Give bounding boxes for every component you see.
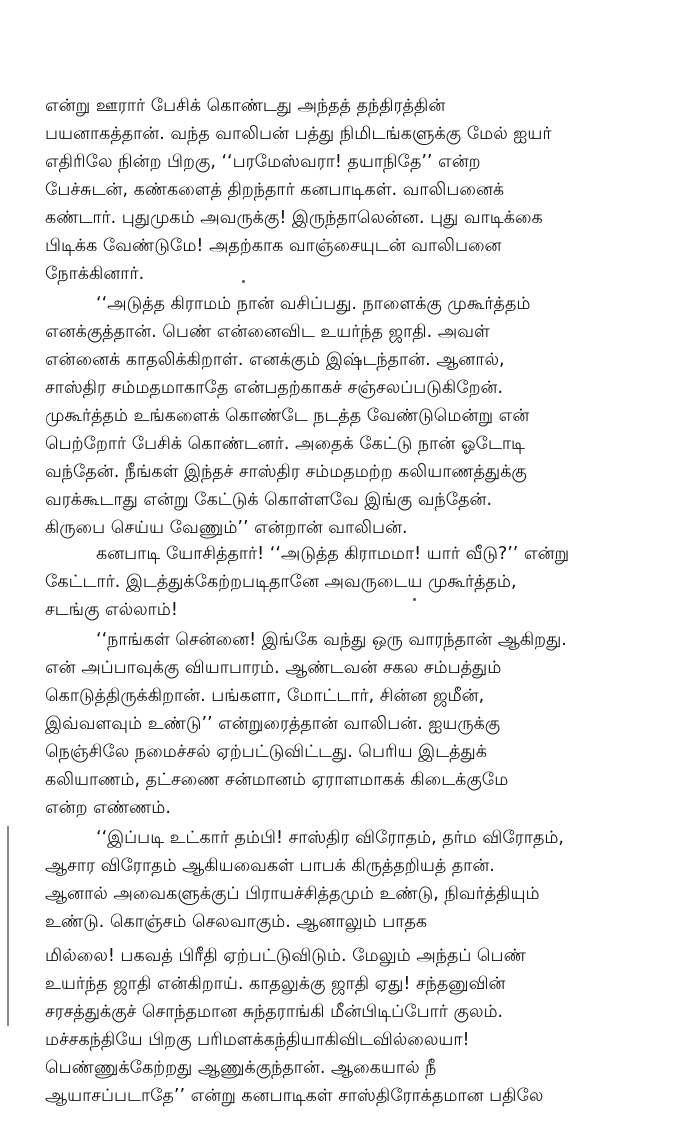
text-line: ‘‘இப்படி உட்கார் தம்பி! சாஸ்திர விரோதம், தர்ம விரோதம், [96,828,564,848]
text-line: நெஞ்சிலே நமைச்சல் ஏற்பட்டுவிட்டது. பெரிய இடத்துக் [45,742,487,762]
text-line: சடங்கு எல்லாம்! [45,600,178,620]
text-line: உண்டு. கொஞ்சம் செலவாகும். ஆனாலும் பாதக [45,912,428,932]
text-line: சரசத்துக்குச் சொந்தமான சுந்தராங்கி மீன்பிடிப்போர் குலம். [45,1002,504,1022]
text-line: வந்தேன். நீங்கள் இந்தச் சாஸ்திர சம்மதமற்ற கலியாணத்துக்கு [45,462,527,482]
text-line: மச்சகந்தியே பிறகு பரிமளக்கந்தியாகிவிடவில்லையா! [45,1030,470,1050]
text-line: என் அப்பாவுக்கு வியாபாரம். ஆண்டவன் சகல சம்பத்தும் [45,658,502,678]
text-line: என்று ஊரார் பேசிக் கொண்டது அந்தத் தந்திரத்தின் [45,96,446,116]
text-line: ‘‘நாங்கள் சென்னை! இங்கே வந்து ஒரு வாரந்தான் ஆகிறது. [96,630,567,650]
text-line: ஆயாசப்படாதே’’ என்று கனபாடிகள் சாஸ்திரோக்தமான பதிலே [45,1086,544,1106]
text-line: சாஸ்திர சம்மதமாகாதே என்பதற்காகச் சஞ்சலப்படுகிறேன். [45,378,504,398]
text-line: உயர்ந்த ஜாதி என்கிறாய். காதலுக்கு ஜாதி ஏது! சந்தனுவின் [45,974,506,994]
text-line: நோக்கினார். [45,264,145,284]
text-line: ஆனால் அவைகளுக்குப் பிராயச்சித்தமும் உண்டு, நிவர்த்தியும் [45,884,540,904]
text-line: எதிரிலே நின்ற பிறகு, ‘‘பரமேஸ்வரா! தயாநிதே’’ என்ற [45,152,481,172]
text-line: கொடுத்திருக்கிறான். பங்களா, மோட்டார், சின்ன ஜமீன், [45,686,485,706]
text-line: என்னைக் காதலிக்கிறாள். எனக்கும் இஷ்டந்தான். ஆனால், [45,350,505,370]
text-line: கண்டார். புதுமுகம் அவருக்கு! இருந்தாலென்ன. புது வாடிக்கை [45,208,543,228]
text-line: இவ்வளவும் உண்டு’’ என்றுரைத்தான் வாலிபன். ஐயருக்கு [45,714,501,734]
text-line: பெண்ணுக்கேற்றது ஆணுக்குந்தான். ஆகையால் நீ [45,1058,437,1078]
text-line: கலியாணம், தட்சணை சன்மானம் ஏராளமாகக் கிடைக்குமே [45,770,509,790]
text-line: பிடிக்க வேண்டுமே! அதற்காக வாஞ்சையுடன் வாலிபனை [45,236,502,256]
text-line: எனக்குத்தான். பெண் என்னைவிட உயர்ந்த ஜாதி. அவள் [45,322,490,342]
text-line: மில்லை! பகவத் பிரீதி ஏற்பட்டுவிடும். மேலும் அந்தப் பெண் [45,946,526,966]
text-line: பயனாகத்தான். வந்த வாலிபன் பத்து நிமிடங்களுக்கு மேல் ஐயர் [45,124,552,144]
text-line: கிருபை செய்ய வேணும்’’ என்றான் வாலிபன். [45,518,408,538]
text-line: பேச்சுடன், கண்களைத் திறந்தார் கனபாடிகள். வாலிபனைக் [45,180,505,200]
text-line: கேட்டார். இடத்துக்கேற்றபடிதானே அவருடைய முகூர்த்தம், [45,572,517,592]
text-line: பெற்றோர் பேசிக் கொண்டனர். அதைக் கேட்டு நான் ஓடோடி [45,434,525,454]
text-line: ஆசார விரோதம் ஆகியவைகள் பாபக் கிருத்தறியத் தான். [45,856,495,876]
text-line: முகூர்த்தம் உங்களைக் கொண்டே நடத்த வேண்டுமென்று என் [45,406,530,426]
text-line: ‘‘அடுத்த கிராமம் நான் வசிப்பது. நாளைக்கு முகூர்த்தம் [96,294,531,314]
text-line: என்ற எண்ணம். [45,798,171,818]
text-line: கனபாடி யோசித்தார்! ‘‘அடுத்த கிராமமா! யார் வீடு?’’ என்று [96,544,570,564]
text-line: வரக்கூடாது என்று கேட்டுக் கொள்ளவே இங்கு வந்தேன். [45,490,493,510]
